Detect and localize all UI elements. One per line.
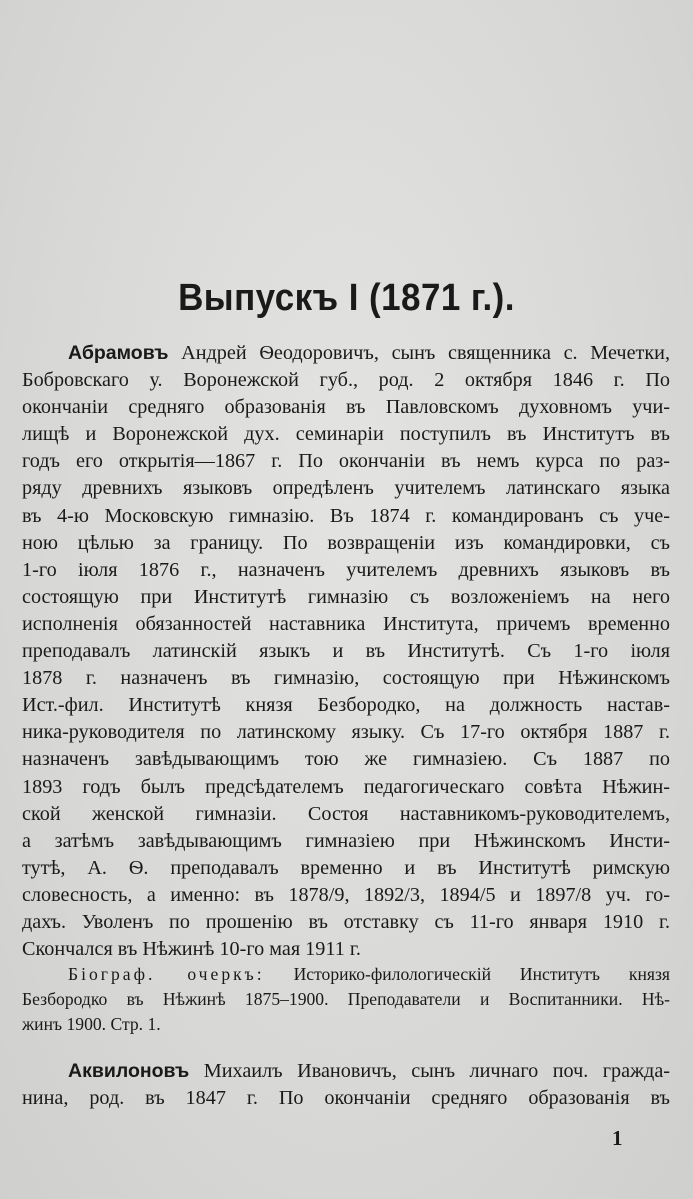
page-title: Выпускъ I (1871 г.). [178, 277, 515, 319]
entry-line: исполненія обязанностей наставника Института, причемъ временно [22, 612, 670, 635]
entry-line: тутѣ, А. Ѳ. преподавалъ временно и въ Институтѣ римскую [22, 856, 670, 879]
entry-line: въ 4-ю Московскую гимназію. Въ 1874 г. командированъ съ уче- [22, 504, 670, 527]
bio-label: Біограф. очеркъ: [68, 964, 265, 984]
entry-line: назначенъ завѣдывающимъ тою же гимназіею. Съ 1887 по [22, 748, 670, 771]
entry-line: а затѣмъ завѣдывающимъ гимназіею при Нѣжинскомъ Инсти- [22, 829, 670, 852]
entry-line: Абрамовъ Андрей Ѳеодоровичъ, сынъ священника с. Мечетки, [68, 342, 670, 364]
entry-line: словесность, а именно: въ 1878/9, 1892/3, 1894/5 и 1897/8 уч. го- [22, 883, 670, 906]
entry-line: Скончался въ Нѣжинѣ 10-го мая 1911 г. [22, 938, 361, 961]
bibliography-note [22, 962, 670, 1037]
page-number: 1 [612, 1126, 623, 1150]
entry-line: 1893 годъ былъ предсѣдателемъ педагогическаго совѣта Нѣжин- [22, 775, 670, 798]
entry-line: годъ его открытія—1867 г. По окончаніи въ немъ курса по раз- [22, 450, 670, 473]
entry-line: лищѣ и Воронежской дух. семинаріи поступилъ въ Институтъ въ [22, 423, 670, 446]
entry-line: окончаніи средняго образованія въ Павловскомъ духовномъ учи- [22, 396, 670, 419]
entry-abramov [22, 340, 670, 963]
entry-line: Аквилоновъ Михаилъ Ивановичъ, сынъ личнаго поч. гражда- [68, 1060, 670, 1082]
entry-line: ской женской гимназіи. Состоя наставникомъ-руководителемъ, [22, 802, 670, 825]
entry-surname: Абрамовъ [68, 342, 169, 364]
entry-line: ряду древнихъ языковъ опредѣленъ учителемъ латинскаго языка [22, 477, 670, 500]
bio-line: жинъ 1900. Стр. 1. [22, 1014, 161, 1034]
entry-line: 1878 г. назначенъ въ гимназію, состоящую при Нѣжинскомъ [22, 667, 670, 690]
entry-line: нина, род. въ 1847 г. По окончаніи средняго образованія въ [22, 1087, 670, 1110]
entry-line: ника-руководителя по латинскому языку. Съ 17-го октября 1887 г. [22, 721, 670, 744]
entry-surname: Аквилоновъ [68, 1060, 190, 1082]
bio-line: Біограф. очеркъ: Историко-филологическій Институтъ князя [68, 964, 670, 984]
entry-line: дахъ. Уволенъ по прошенію въ отставку съ 11-го января 1910 г. [22, 910, 670, 933]
entry-line: состоящую при Институтѣ гимназію съ возложеніемъ на него [22, 585, 670, 608]
bio-line: Безбородко въ Нѣжинѣ 1875–1900. Преподаватели и Воспитанники. Нѣ- [22, 989, 670, 1009]
entry-line: Ист.-фил. Институтѣ князя Безбородко, на должность настав- [22, 694, 670, 717]
entry-line: преподавалъ латинскій языкъ и въ Институтѣ. Съ 1-го іюля [22, 640, 670, 663]
entry-akvilonov [22, 1058, 670, 1112]
entry-line: 1-го іюля 1876 г., назначенъ учителемъ древнихъ языковъ въ [22, 558, 670, 581]
entry-line: Бобровскаго у. Воронежской губ., род. 2 октября 1846 г. По [22, 369, 670, 392]
entry-line: ною цѣлью за границу. По возвращеніи изъ командировки, съ [22, 531, 670, 554]
